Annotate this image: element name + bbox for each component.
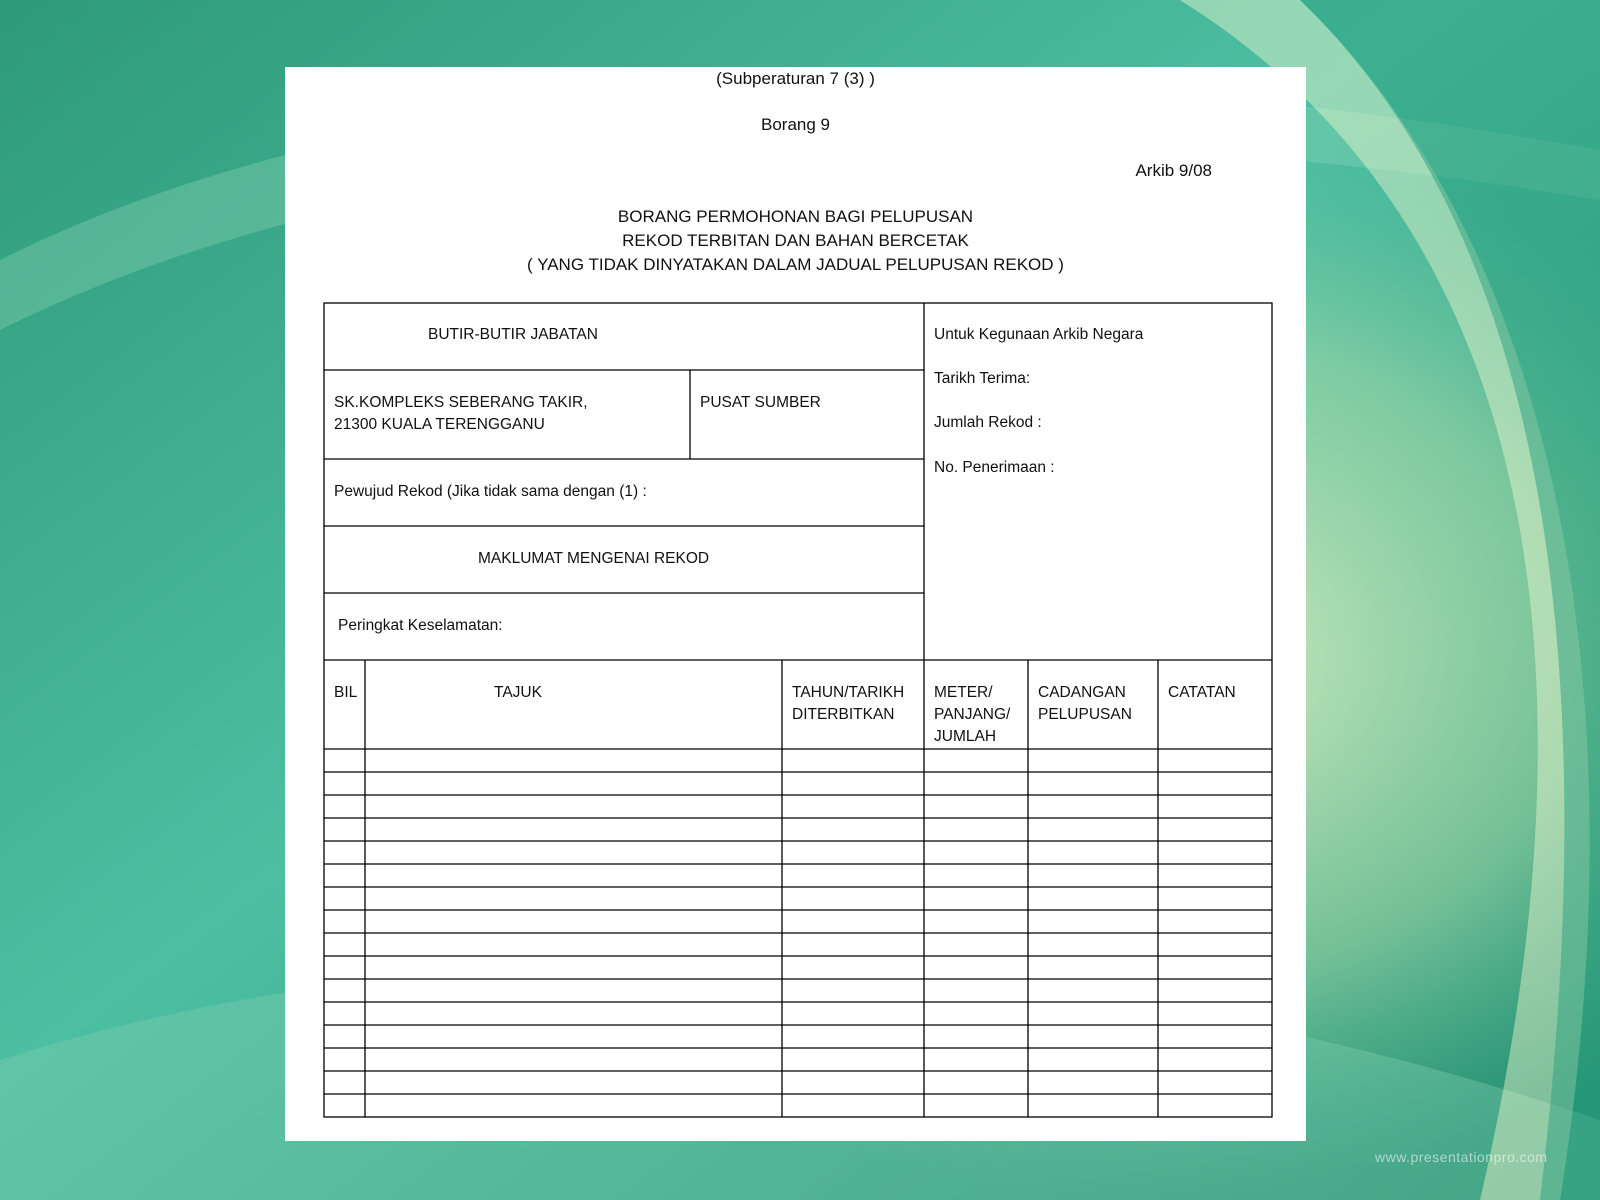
address-line-2: 21300 KUALA TERENGGANU bbox=[334, 416, 545, 433]
column-header-meter-line-3: JUMLAH bbox=[934, 728, 997, 745]
title-line-1: BORANG PERMOHONAN BAGI PELUPUSAN bbox=[617, 207, 974, 226]
address-line-1: SK.KOMPLEKS SEBERANG TAKIR, bbox=[334, 394, 588, 411]
arkib-reference: Arkib 9/08 bbox=[1135, 161, 1212, 180]
form-page bbox=[285, 67, 1306, 1141]
title-line-2: REKOD TERBITAN DAN BAHAN BERCETAK bbox=[622, 231, 969, 250]
no-penerimaan-field[interactable]: No. Penerimaan : bbox=[934, 459, 1055, 476]
butir-jabatan-label: BUTIR-BUTIR JABATAN bbox=[428, 326, 598, 343]
pusat-sumber-label: PUSAT SUMBER bbox=[700, 394, 821, 411]
column-header-bil: BIL bbox=[334, 684, 358, 701]
maklumat-rekod-label: MAKLUMAT MENGENAI REKOD bbox=[478, 550, 710, 567]
subperaturan-text: (Subperaturan 7 (3) ) bbox=[716, 69, 875, 88]
peringkat-keselamatan-field[interactable]: Peringkat Keselamatan: bbox=[338, 617, 503, 634]
column-header-meter-line-1: METER/ bbox=[934, 684, 993, 701]
column-header-cadangan-line-2: PELUPUSAN bbox=[1038, 706, 1132, 723]
column-header-catatan: CATATAN bbox=[1168, 684, 1236, 701]
column-header-meter-line-2: PANJANG/ bbox=[934, 706, 1011, 723]
borang-number: Borang 9 bbox=[761, 115, 830, 134]
column-header-tahun-line-1: TAHUN/TARIKH bbox=[792, 684, 905, 701]
form-grid bbox=[285, 67, 1306, 1141]
watermark-text: www.presentationpro.com bbox=[1375, 1149, 1548, 1165]
pewujud-rekod-field[interactable]: Pewujud Rekod (Jika tidak sama dengan (1) : bbox=[334, 483, 647, 500]
jumlah-rekod-field[interactable]: Jumlah Rekod : bbox=[934, 414, 1042, 431]
arkib-negara-heading: Untuk Kegunaan Arkib Negara bbox=[934, 326, 1144, 343]
column-header-tahun-line-2: DITERBITKAN bbox=[792, 706, 895, 723]
column-header-tajuk: TAJUK bbox=[494, 684, 542, 701]
tarikh-terima-field[interactable]: Tarikh Terima: bbox=[934, 370, 1031, 387]
title-line-3: ( YANG TIDAK DINYATAKAN DALAM JADUAL PELUPUSAN REKOD ) bbox=[527, 255, 1064, 274]
column-header-cadangan-line-1: CADANGAN bbox=[1038, 684, 1126, 701]
